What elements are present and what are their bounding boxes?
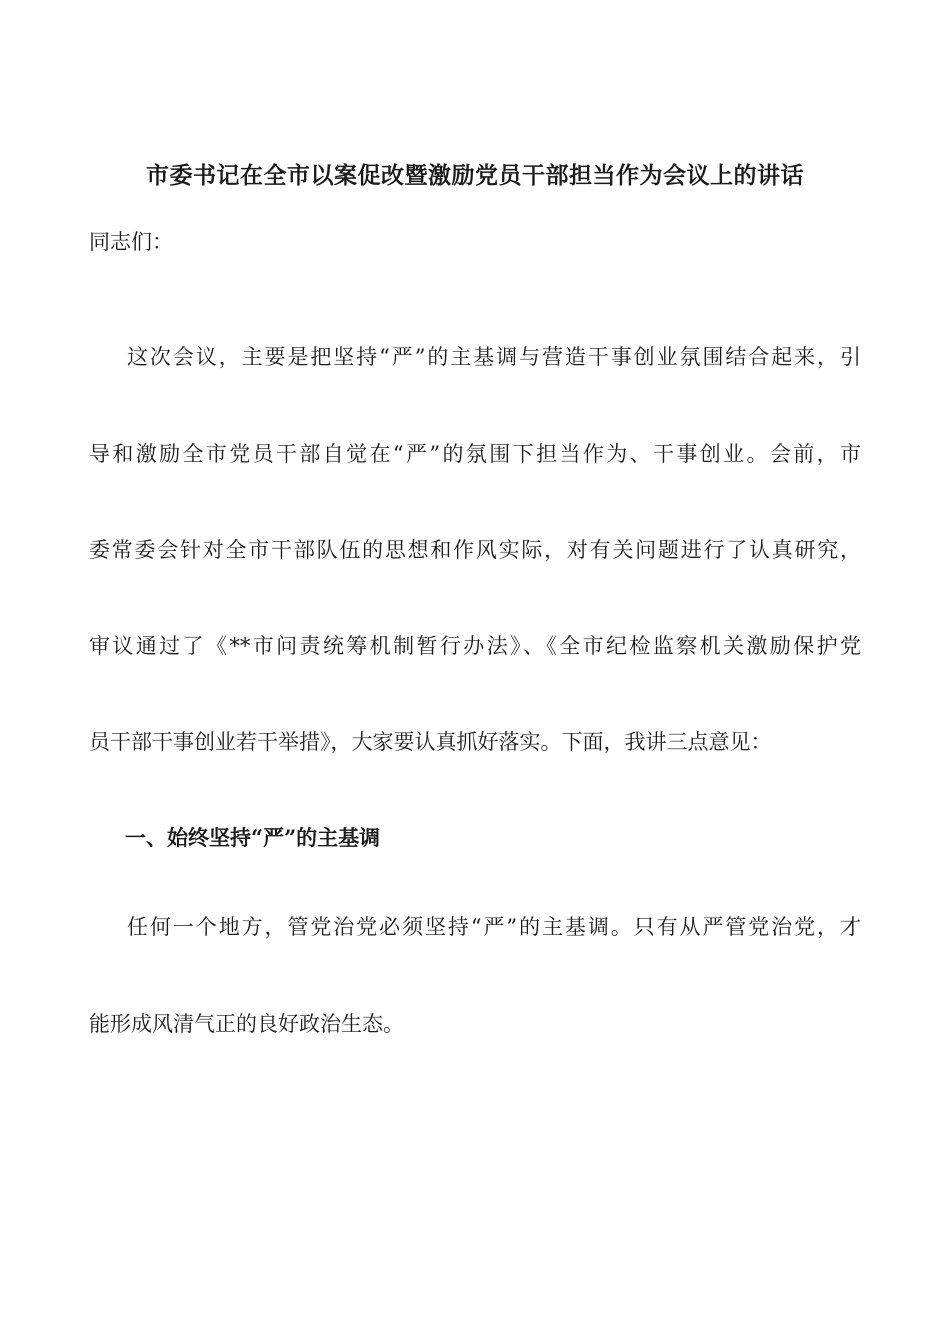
document-title: 市委书记在全市以案促改暨激励党员干部担当作为会议上的讲话 [146,162,804,189]
salutation: 同志们： [89,230,173,254]
paragraph-line: 能形成风清气正的良好政治生态。 [89,1012,404,1036]
paragraph-line: 委常委会针对全市干部队伍的思想和作风实际，对有关问题进行了认真研究， [89,538,861,562]
paragraph-line: 审议通过了《**市问责统筹机制暂行办法》、《全市纪检监察机关激励保护党 [89,634,861,658]
paragraph-line: 这次会议，主要是把坚持“严”的主基调与营造干事创业氛围结合起来，引 [127,345,861,369]
paragraph-line: 导和激励全市党员干部自觉在“严”的氛围下担当作为、干事创业。会前，市 [89,442,861,466]
paragraph-line: 任何一个地方，管党治党必须坚持“严”的主基调。只有从严管党治党，才 [127,915,861,939]
paragraph-line: 员干部干事创业若干举措》，大家要认真抓好落实。下面，我讲三点意见： [89,730,772,754]
section-heading: 一、始终坚持“严”的主基调 [125,825,381,850]
